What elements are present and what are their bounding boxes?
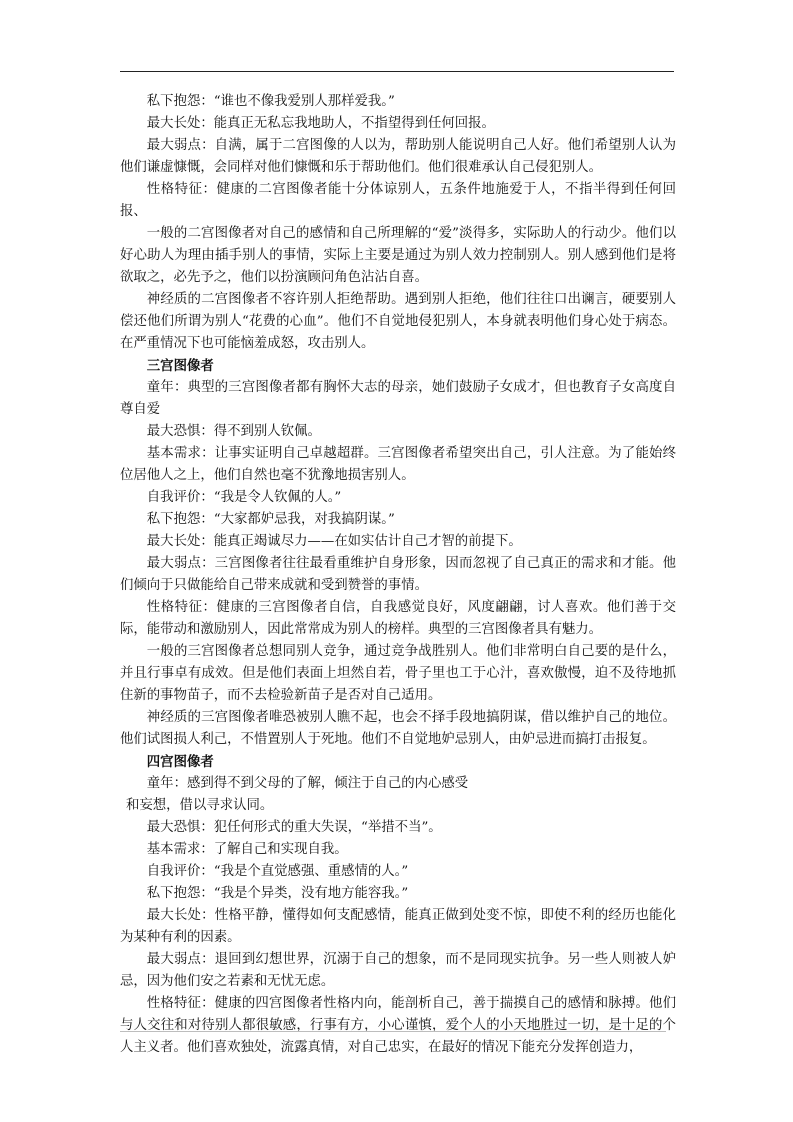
paragraph: 最大恐惧：得不到别人钦佩。 [146, 424, 321, 439]
paragraph: 童年：典型的三宫图像者都有胸怀大志的母亲，她们鼓励子女成才，但也教育子女高度自尊自爱 [120, 380, 676, 417]
paragraph: 最大恐惧：犯任何形式的重大失误，“举措不当”。 [146, 820, 442, 835]
paragraph: 自我评价：“我是令人钦佩的人。” [146, 490, 342, 505]
paragraph: 自我评价：“我是个直觉感强、重感情的人。” [146, 864, 409, 879]
paragraph: 私下抱怨：“我是个异类，没有地方能容我。” [146, 886, 409, 901]
section-heading: 三宫图像者 [146, 358, 214, 374]
paragraph: 最大长处：性格平静，懂得如何支配感情，能真正做到处变不惊，即使不利的经历也能化为某种有利的因素。 [120, 908, 676, 945]
header-rule [120, 71, 674, 72]
paragraph-continuation: 和妄想，借以寻求认同。 [126, 798, 274, 813]
paragraph: 最大长处：能真正竭诚尽力——在如实估计自己才智的前提下。 [146, 534, 522, 549]
paragraph: 私下抱怨：“谁也不像我爱别人那样爱我。” [146, 94, 395, 109]
paragraph: 最大弱点：退回到幻想世界，沉溺于自己的想象，而不是同现实抗争。另一些人则被人妒忌，因为他们安之若素和无忧无虑。 [120, 952, 676, 989]
paragraph: 一般的三宫图像者总想同别人竞争，通过竞争战胜别人。他们非常明白自己要的是什么，并且行事卓有成效。但是他们表面上坦然自若，骨子里也工于心汁，喜欢傲慢，迫不及待地抓住新的事物苗子，而不去检验新苗子是否对自己适用。 [120, 644, 676, 703]
paragraph: 童年：感到得不到父母的了解，倾注于自己的内心感受 [146, 776, 469, 791]
paragraph: 神经质的三宫图像者唯恐被别人瞧不起，也会不择手段地搞阴谋，借以维护自己的地位。他们试图损人利己，不惜置别人于死地。他们不自觉地妒忌别人，由妒忌进而搞打击报复。 [120, 710, 676, 747]
footer-rule [120, 1031, 666, 1032]
section-heading: 四宫图像者 [146, 754, 214, 770]
paragraph: 性格特征：健康的二宫图像者能十分体谅别人，五条件地施爱于人，不指半得到任何回报、 [120, 182, 676, 219]
paragraph: 神经质的二宫图像者不容许别人拒绝帮助。遇到别人拒绝，他们往往口出谰言，硬要别人偿还他们所谓为别人“花费的心血”。他们不自觉地侵犯别人，本身就表明他们身心处于病态。在严重情况下也可能恼羞成怒，攻击别人。 [120, 292, 676, 351]
paragraph: 基本需求：了解自己和实现自我。 [146, 842, 348, 857]
paragraph: 私下抱怨：“大家都妒忌我，对我搞阴谋。” [146, 512, 395, 527]
paragraph: 最大弱点：自满，属于二宫图像的人以为，帮助别人能说明自己人好。他们希望别人认为他们谦虚慷慨，会同样对他们慷慨和乐于帮助他们。他们很难承认自己侵犯别人。 [120, 138, 676, 175]
paragraph: 最大弱点：三宫图像者往往最看重维护自身形象，因而忽视了自己真正的需求和才能。他们倾向于只做能给自己带来成就和受到赞誉的事情。 [120, 556, 676, 593]
paragraph: 一般的二宫图像者对自己的感情和自己所理解的“爱”淡得多，实际助人的行动少。他们以好心助人为理由插手别人的事情，实际上主要是通过为别人效力控制别人。别人感到他们是将欲取之，必先予之，他们以扮演顾问角色沾沾自喜。 [120, 226, 676, 285]
paragraph: 性格特征：健康的四宫图像者性格内向，能剖析自己，善于揣摸自己的感情和脉搏。他们与人交往和对待别人都很敏感，行事有方，小心谨慎，爱个人的小天地胜过一切，是十足的个人主义者。他们喜欢独处，流露真情，对自己忠实，在最好的情况下能充分发挥创造力， [120, 996, 676, 1055]
paragraph: 基本需求：让事实证明自己卓越超群。三宫图像者希望突出自己，引人注意。为了能始终位居他人之上，他们自然也毫不犹豫地损害别人。 [120, 446, 676, 483]
paragraph: 最大长处：能真正无私忘我地助人，不指望得到任何回报。 [146, 116, 495, 131]
paragraph: 性格特征：健康的三宫图像者自信，自我感觉良好，风度翩翩，讨人喜欢。他们善于交际，能带动和激励别人，因此常常成为别人的榜样。典型的三宫图像者具有魅力。 [120, 600, 676, 637]
document-body [120, 91, 676, 1059]
